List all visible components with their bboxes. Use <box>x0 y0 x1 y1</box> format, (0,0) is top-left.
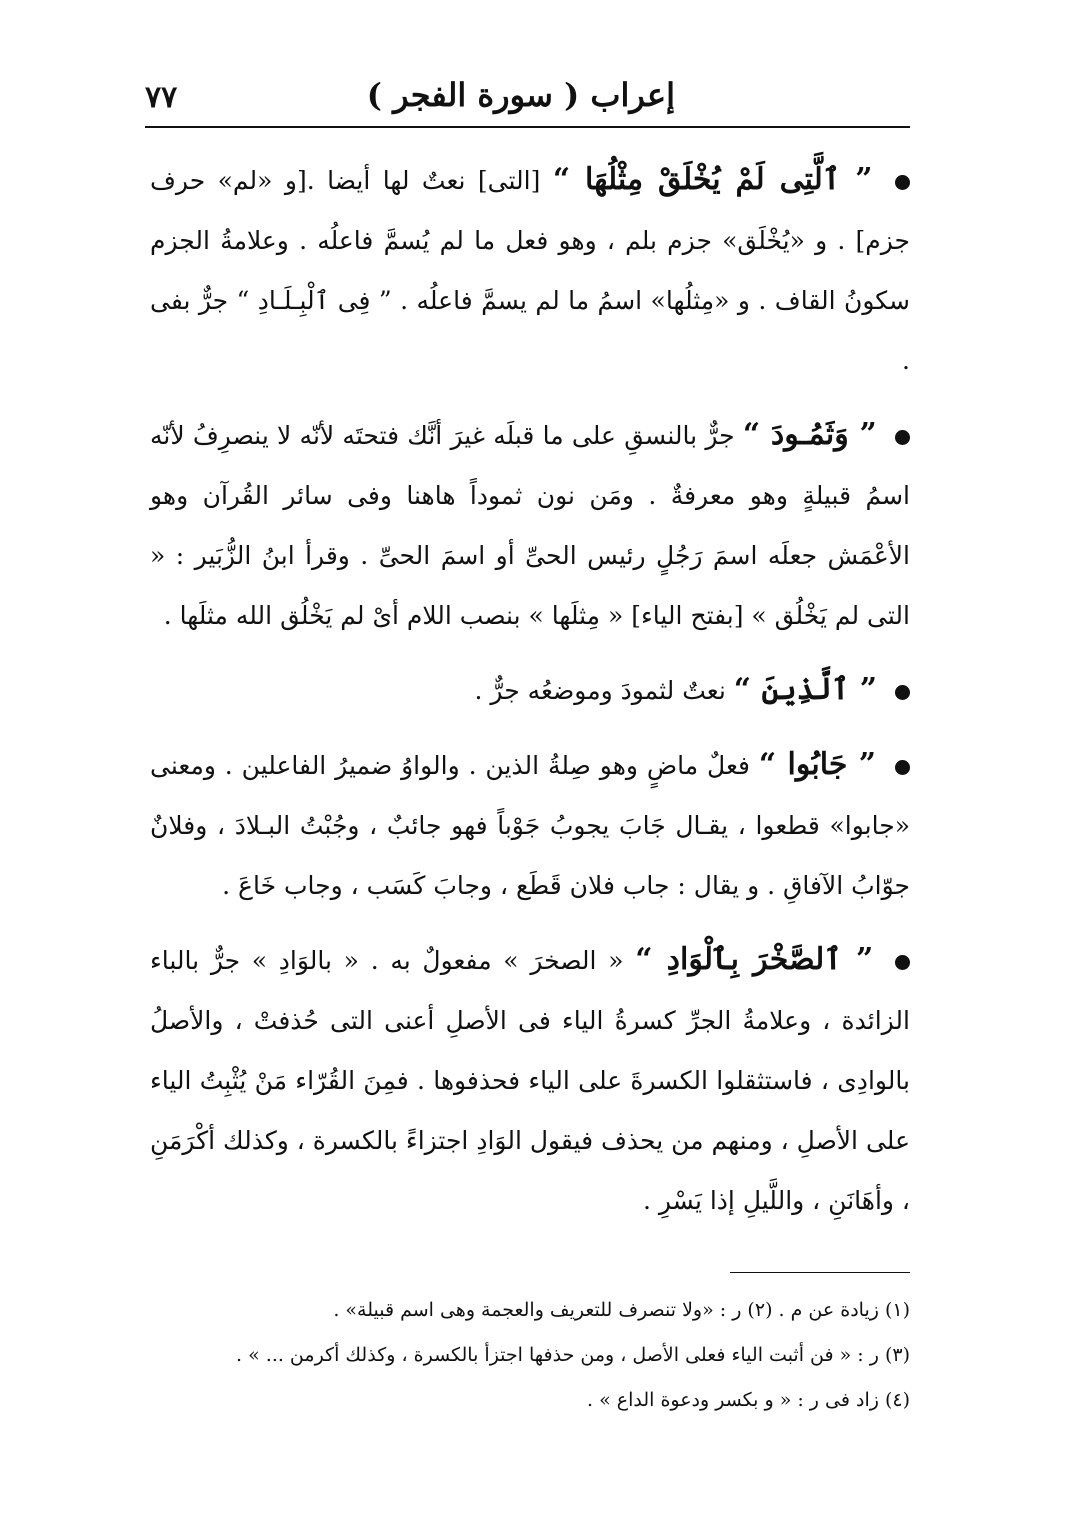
bullet-icon <box>895 955 910 970</box>
paragraph-5 <box>150 930 910 1231</box>
quran-quote: ” وَثَمُـودَ “ <box>742 417 877 452</box>
main-text <box>150 150 910 1245</box>
page-title: إعراب ( سورة الفجر ) <box>366 76 675 114</box>
footnote: (١) زيادة عن م . (٢) ر : «ولا تنصرف للتعريف والعجمة وهى اسم قبيلة» . <box>333 1299 910 1321</box>
paragraph-2 <box>150 405 910 646</box>
bullet-icon <box>895 685 910 700</box>
footnote: (٣) ر : « فن أثبت الياء فعلى الأصل ، ومن حذفها اجتزأ بالكسرة ، وكذلك أكرمن ... » . <box>236 1344 910 1366</box>
paragraph-text: فعلٌ ماضٍ وهو صِلةُ الذين . والواوُ ضميرُ الفاعلين . ومعنى «جابوا» قطعوا ، يقـال جَابَ يجوبُ جَوْباً فهو جائبٌ ، وجُبْتُ البـلادَ ، وفلانٌ جوّابُ الآفاقِ . و يقال : جاب فلان قَطَع ، وجابَ كَسَب ، وجاب خَاعَ . <box>150 751 910 900</box>
bullet-icon <box>895 760 910 775</box>
bullet-icon <box>895 430 910 445</box>
footnotes <box>150 1288 910 1423</box>
footnote-rule <box>730 1272 910 1273</box>
paragraph-text: [التى] نعتٌ لها أيضا .[و «لم» حرف جزم] . و «يُخْلَق» جزم بلم ، وهو فعل ما لم يُسمَّ فاعلُه . وعلامةُ الجزم سكونُ القاف . و «مِثلُها» اسمُ ما لم يسمَّ فاعلُه . ” فِى ٱلْبِـلَـادِ “ جرٌّ بفى . <box>150 166 910 375</box>
quran-quote: ” ٱلَّذِينَ “ <box>733 672 878 707</box>
paragraph-text: نعتٌ لثمودَ وموضعُه جرٌّ . <box>474 676 726 705</box>
bullet-icon <box>895 175 910 190</box>
quran-quote: ” ٱلصَّخْرَ بِٱلْوَادِ “ <box>635 942 874 977</box>
quran-quote: ” ٱلَّتِى لَمْ يُخْلَقْ مِثْلُهَا “ <box>552 162 873 197</box>
header-rule <box>145 126 910 128</box>
quran-quote: ” جَابُوا “ <box>758 747 877 782</box>
paragraph-text: « الصخرَ » مفعولٌ به . « بالوَادِ » جرٌّ بالباء الزائدة ، وعلامةُ الجرِّ كسرةُ الياء فى الأصلِ أعنى التى حُذفتْ ، والأصلُ بالوادِى ، فاستثقلوا الكسرةَ على الياء فحذفوها . فمِنَ القُرّاء مَنْ يُثْبِتُ الياء على الأصلِ ، ومنهم من يحذف فيقول الوَادِ اجتزاءً بالكسرة ، وكذلك أكْرَمَنِ ، وأهَانَنِ ، واللَّيلِ إذا يَسْرِ . <box>150 946 910 1215</box>
paragraph-text: جرٌّ بالنسقِ على ما قبلَه غيرَ أنَّك فتحتَه لأنّه لا ينصرِفُ لأنّه اسمُ قبيلةٍ وهو معرفةٌ . ومَن نون ثموداً هاهنا وفى سائر القُرآن وهو الأعْمَش جعلَه اسمَ رَجُلٍ رئيس الحىِّ أو اسمَ الحىِّ . وقرأ ابنُ الزُّبَير : « التى لم يَخْلُق » [بفتح الياء] « مِثلَها » بنصب اللام أىْ لم يَخْلُق الله مثلَها . <box>150 421 910 630</box>
paragraph-3 <box>150 660 910 721</box>
page-number: ٧٧ <box>145 80 178 115</box>
paragraph-4 <box>150 735 910 916</box>
paragraph-1 <box>150 150 910 391</box>
page-header <box>145 68 905 128</box>
footnote: (٤) زاد فى ر : « و بكسر ودعوة الداع » . <box>587 1389 910 1411</box>
